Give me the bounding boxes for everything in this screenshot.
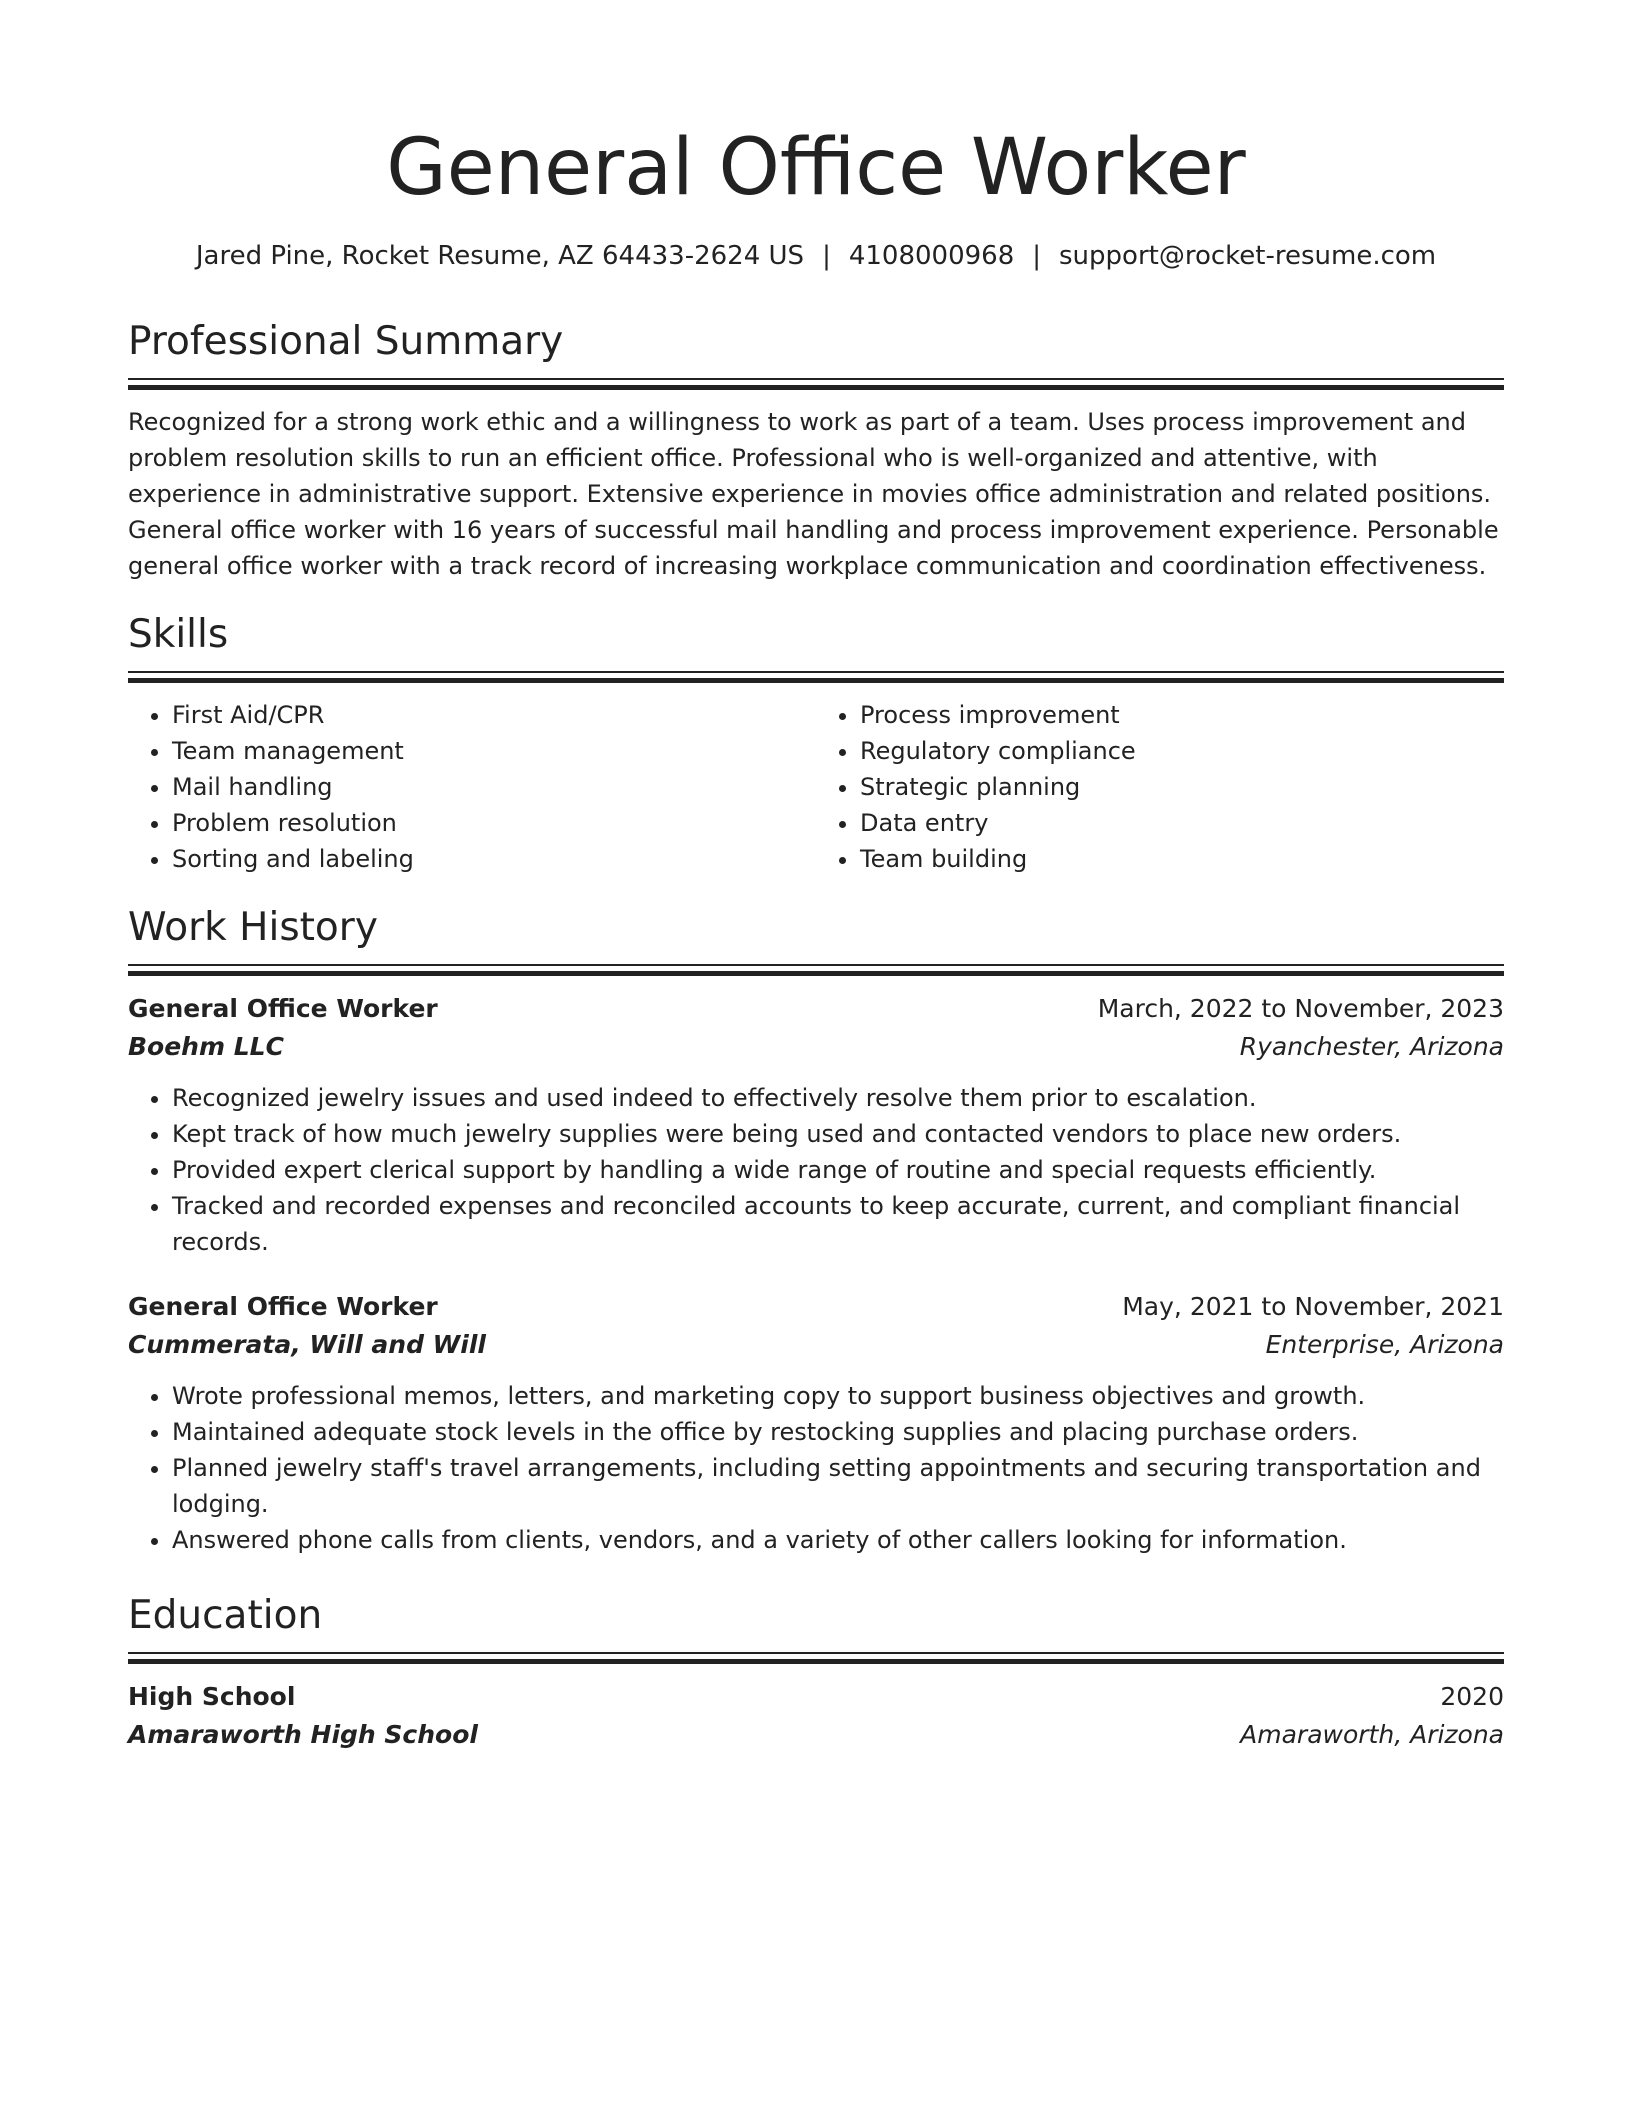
skills-list-right: [816, 697, 1504, 877]
job-company-row: [128, 1028, 1504, 1066]
section-divider: [128, 671, 1504, 683]
skill-item: • Process improvement: [860, 697, 1504, 733]
skills-section: [128, 609, 1504, 877]
skill-item: • Problem resolution: [172, 805, 816, 841]
skill-item: • Team management: [172, 733, 816, 769]
job-dates: May, 2021 to November, 2021: [1122, 1292, 1504, 1321]
education-school: Amaraworth High School: [128, 1720, 478, 1749]
education-section: [128, 1590, 1504, 1754]
job-header-row: [128, 990, 1504, 1028]
skills-list-left: [128, 697, 816, 877]
job-company-row: [128, 1326, 1504, 1364]
job-title: General Office Worker: [128, 1292, 438, 1321]
job-entry: [128, 1288, 1504, 1558]
section-divider: [128, 964, 1504, 976]
work-history-section: [128, 902, 1504, 1558]
education-heading: Education: [128, 1593, 323, 1638]
skills-grid: [128, 697, 1504, 877]
job-bullet: • Answered phone calls from clients, vendors, and a variety of other callers looking for information.: [172, 1522, 1504, 1558]
summary-heading: Professional Summary: [128, 319, 564, 364]
job-bullet: • Kept track of how much jewelry supplies were being used and contacted vendors to place new orders.: [172, 1116, 1504, 1152]
job-bullet: • Planned jewelry staff's travel arrangements, including setting appointments and securing transportation and lodging.: [172, 1450, 1504, 1522]
job-bullet: • Provided expert clerical support by handling a wide range of routine and special requests efficiently.: [172, 1152, 1504, 1188]
education-location: Amaraworth, Arizona: [1240, 1720, 1504, 1749]
education-degree: High School: [128, 1682, 296, 1711]
skill-item: • Regulatory compliance: [860, 733, 1504, 769]
job-company: Cummerata, Will and Will: [128, 1330, 486, 1359]
contact-phone: 4108000968: [848, 241, 1015, 271]
education-header-row: [128, 1678, 1504, 1716]
job-bullet: • Tracked and recorded expenses and reconciled accounts to keep accurate, current, and compliant financial records.: [172, 1188, 1504, 1260]
skill-item: • Strategic planning: [860, 769, 1504, 805]
job-header-row: [128, 1288, 1504, 1326]
job-bullet: • Maintained adequate stock levels in the office by restocking supplies and placing purchase orders.: [172, 1414, 1504, 1450]
education-year: 2020: [1440, 1682, 1504, 1711]
contact-address: Jared Pine, Rocket Resume, AZ 64433-2624 US: [195, 241, 805, 271]
section-divider: [128, 378, 1504, 390]
job-location: Ryanchester, Arizona: [1239, 1032, 1504, 1061]
job-dates: March, 2022 to November, 2023: [1097, 994, 1504, 1023]
skills-heading: Skills: [128, 612, 229, 657]
summary-text: Recognized for a strong work ethic and a willingness to work as part of a team. Uses process improvement and problem resolution skills to run an efficient office. Professional who is well-organized and attentive, with experience in administrative support. Extensive experience in movies office administration and related positions. General office worker with 16 years of successful mail handling and process improvement experience. Personable general office worker with a track record of increasing workplace communication and coordination effectiveness.: [128, 408, 1499, 580]
skill-item: • Data entry: [860, 805, 1504, 841]
skill-item: • Team building: [860, 841, 1504, 877]
job-entry: [128, 990, 1504, 1260]
job-bullets: [128, 1378, 1504, 1558]
summary-section: [128, 316, 1504, 584]
education-school-row: [128, 1716, 1504, 1754]
job-bullet: • Recognized jewelry issues and used indeed to effectively resolve them prior to escalation.: [172, 1080, 1504, 1116]
skill-item: • Mail handling: [172, 769, 816, 805]
skill-item: • Sorting and labeling: [172, 841, 816, 877]
section-divider: [128, 1652, 1504, 1664]
contact-line: [128, 236, 1504, 276]
contact-email: support@rocket-resume.com: [1059, 241, 1437, 271]
work-history-heading: Work History: [128, 905, 378, 950]
job-bullets: [128, 1080, 1504, 1260]
job-bullet: • Wrote professional memos, letters, and marketing copy to support business objectives and growth.: [172, 1378, 1504, 1414]
job-title: General Office Worker: [128, 994, 438, 1023]
job-location: Enterprise, Arizona: [1265, 1330, 1504, 1359]
job-company: Boehm LLC: [128, 1032, 284, 1061]
skill-item: • First Aid/CPR: [172, 697, 816, 733]
resume-title: General Office Worker: [386, 123, 1246, 213]
education-entry: [128, 1678, 1504, 1754]
contact-separator: |: [822, 241, 831, 271]
contact-separator: |: [1032, 241, 1042, 271]
